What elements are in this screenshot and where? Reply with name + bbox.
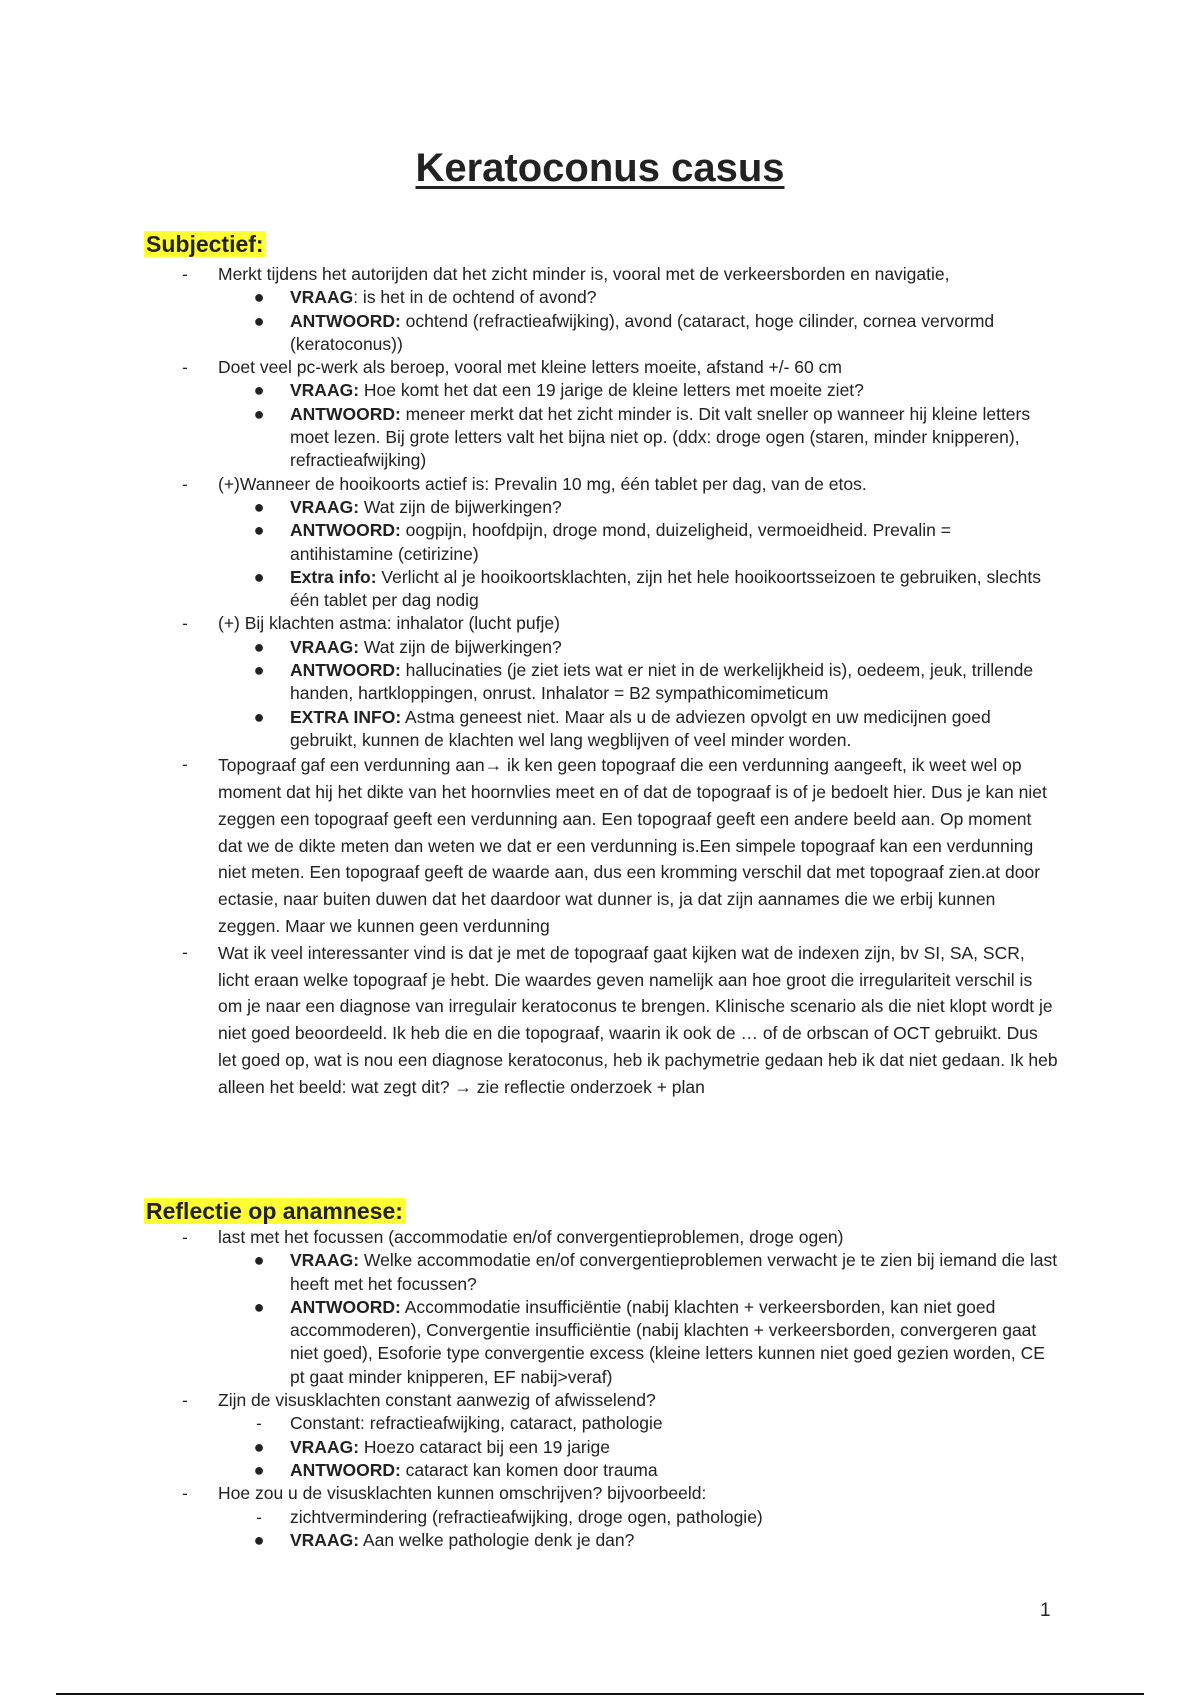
item-text: Aan welke pathologie denk je dan? xyxy=(359,1529,635,1550)
subjectief-list xyxy=(0,263,1200,1101)
item-text: Wat zijn de bijwerkingen? xyxy=(359,636,562,657)
item-text: : is het in de ochtend of avond? xyxy=(353,287,597,308)
bullet-marker: ● xyxy=(253,1296,265,1317)
bullet-marker: ● xyxy=(253,1250,265,1271)
footer-divider xyxy=(56,1693,1144,1695)
item-text: Welke accommodatie en/of convergentieproblemen verwacht je te zien bij iemand die last heeft met het focussen? xyxy=(290,1250,1058,1294)
dash-marker: - xyxy=(182,265,188,284)
list-item xyxy=(182,1389,1058,1412)
bullet-marker: ● xyxy=(253,403,265,424)
bullet-marker: ● xyxy=(253,566,265,587)
bullet-marker: ● xyxy=(253,1436,265,1457)
dash-marker: - xyxy=(182,942,188,962)
dash-marker: - xyxy=(182,1228,188,1247)
item-text: Hoezo cataract bij een 19 jarige xyxy=(359,1436,611,1457)
item-text: Wat ik veel interessanter vind is dat je met de topograaf gaat kijken wat de indexen zijn, bv SI, SA, SCR, licht eraan welke topograaf je hebt. Die waardes geven namelijk aan hoe groot die irregulariteit verschil is om je naar een diagnose van irregulair keratoconus te brengen. Klinische scenario als die niet klopt wordt je niet goed beoordeeld. Ik heb die en die topograaf, waarin ik ook de … of de orbscan of OCT gebruikt. Dus let goed op, wat is nou een diagnose keratoconus, heb ik pachymetrie gedaan heb ik dat niet gedaan. Ik heb alleen het beeld: wat zegt dit? → zie reflectie onderzoek + plan xyxy=(218,942,1058,1097)
item-text: Verlicht al je hooikoortsklachten, zijn het hele hooikoortsseizoen te gebruiken, slechts één tablet per dag nodig xyxy=(290,566,1041,611)
item-text: Accommodatie insufficiëntie (nabij klachten + verkeersborden, kan niet goed accommoderen), Convergentie insufficiëntie (nabij klachten + verkeersborden, convergeren gaat niet goed), Esoforie type convergentie excess (kleine letters kunnen niet goed gezien worden, CE pt gaat minder knipperen, EF nabij>veraf) xyxy=(290,1296,1045,1387)
item-text: last met het focussen (accommodatie en/of convergentieproblemen, droge ogen) xyxy=(218,1227,844,1247)
list-item xyxy=(253,1459,1058,1482)
item-label: VRAAG: xyxy=(290,1529,360,1550)
list-item xyxy=(253,286,1058,309)
bullet-marker: ● xyxy=(253,310,265,331)
dash-marker: - xyxy=(182,1484,188,1504)
item-text: meneer merkt dat het zicht minder is. Dit valt sneller op wanneer hij kleine letters moet lezen. Bij grote letters valt het bijna niet op. (ddx: droge ogen (staren, minder knipperen), refractieafwijking) xyxy=(290,403,1031,471)
list-item xyxy=(253,310,1058,357)
item-label: VRAAG: xyxy=(290,380,360,401)
list-item xyxy=(182,1482,1058,1505)
section-heading-reflectie: Reflectie op anamnese: xyxy=(146,1198,403,1224)
list-item xyxy=(182,1226,1058,1249)
list-item xyxy=(253,496,1058,519)
bullet-marker: ● xyxy=(253,520,265,541)
list-item xyxy=(253,379,1058,402)
list-item xyxy=(182,612,1058,635)
item-label: VRAAG xyxy=(290,287,354,308)
item-label: ANTWOORD: xyxy=(290,403,401,424)
item-text: zichtvermindering (refractieafwijking, droge ogen, pathologie) xyxy=(290,1506,763,1527)
dash-marker: - xyxy=(256,1507,262,1527)
list-item xyxy=(253,1249,1058,1296)
item-label: ANTWOORD: xyxy=(290,310,401,331)
bullet-marker: ● xyxy=(253,287,265,308)
item-text: Astma geneest niet. Maar als u de adviezen opvolgt en uw medicijnen goed gebruikt, kunnen de klachten wel lang wegblijven of veel minder worden. xyxy=(290,706,991,750)
reflectie-list xyxy=(0,1226,1200,1552)
item-text: ochtend (refractieafwijking), avond (cataract, hoge cilinder, cornea vervormd (keratoconus)) xyxy=(290,310,995,354)
item-label: VRAAG: xyxy=(290,1250,360,1271)
item-text: Zijn de visusklachten constant aanwezig of afwisselend? xyxy=(218,1390,656,1411)
list-item xyxy=(253,1436,1058,1459)
list-item xyxy=(253,636,1058,659)
bullet-marker: ● xyxy=(253,496,265,517)
list-item xyxy=(253,1529,1058,1552)
item-text: oogpijn, hoofdpijn, droge mond, duizeligheid, vermoeidheid. Prevalin = antihistamine (cetirizine) xyxy=(290,520,951,564)
list-item xyxy=(182,752,1058,940)
item-text: Merkt tijdens het autorijden dat het zicht minder is, vooral met de verkeersborden en navigatie, xyxy=(218,264,950,284)
item-text: (+) Bij klachten astma: inhalator (lucht pufje) xyxy=(218,613,560,634)
dash-marker: - xyxy=(182,1391,188,1411)
item-label: VRAAG: xyxy=(290,1436,360,1457)
item-text: Doet veel pc-werk als beroep, vooral met kleine letters moeite, afstand +/- 60 cm xyxy=(218,357,842,378)
bullet-marker: ● xyxy=(253,1529,265,1550)
dash-marker: - xyxy=(182,614,188,634)
item-label: EXTRA INFO: xyxy=(290,706,402,727)
item-label: VRAAG: xyxy=(290,636,360,657)
item-text: (+)Wanneer de hooikoorts actief is: Prevalin 10 mg, één tablet per dag, van de etos. xyxy=(218,473,867,494)
section-heading-subjectief: Subjectief: xyxy=(146,231,264,257)
item-text: cataract kan komen door trauma xyxy=(400,1459,658,1480)
item-text: hallucinaties (je ziet iets wat er niet in de werkelijkheid is), oedeem, jeuk, trillende handen, hartkloppingen, onrust. Inhalator = B2 sympathicomimeticum xyxy=(290,660,1034,704)
item-text: Hoe komt het dat een 19 jarige de kleine letters met moeite ziet? xyxy=(359,380,864,401)
bullet-marker: ● xyxy=(253,380,265,401)
item-text: Topograaf gaf een verdunning aan→ ik ken geen topograaf die een verdunning aangeeft, ik weet wel op moment dat hij het dikte van het hoornvlies meet en of dat de topograaf is of je bedoelt hier. Dus je kan niet zeggen een topograaf geeft een verdunning aan. Een topograaf geeft een andere beeld aan. Op moment dat we de dikte meten dan weten we dat er een verdunning is.Een simpele topograaf kan een verdunning niet meten. Een topograaf geeft de waarde aan, dus een kromming verschil dat met topograaf zien.at door ectasie, naar buiten duwen dat het daardoor wat dunner is, ja dat zijn aannames die we erbij kunnen zeggen. Maar we kunnen geen verdunning xyxy=(218,755,1047,937)
list-item xyxy=(182,263,1058,286)
dash-marker: - xyxy=(182,358,188,378)
dash-marker: - xyxy=(182,755,188,775)
bullet-marker: ● xyxy=(253,660,265,681)
list-item xyxy=(253,519,1058,566)
list-item xyxy=(253,403,1058,473)
page-number: 1 xyxy=(1040,1600,1051,1621)
list-item xyxy=(182,940,1058,1101)
list-item xyxy=(256,1412,1058,1435)
item-label: Extra info: xyxy=(290,566,377,587)
dash-marker: - xyxy=(182,474,188,494)
item-label: VRAAG: xyxy=(290,496,360,517)
item-label: ANTWOORD: xyxy=(290,1296,401,1317)
dash-marker: - xyxy=(256,1414,262,1434)
list-item xyxy=(253,659,1058,706)
item-label: ANTWOORD: xyxy=(290,520,401,541)
list-item xyxy=(253,1296,1058,1389)
bullet-marker: ● xyxy=(253,706,265,727)
list-item xyxy=(182,473,1058,496)
item-text: Wat zijn de bijwerkingen? xyxy=(359,496,562,517)
item-text: Constant: refractieafwijking, cataract, pathologie xyxy=(290,1413,663,1434)
list-item xyxy=(256,1506,1058,1529)
list-item xyxy=(253,566,1058,613)
page-title: Keratoconus casus xyxy=(415,146,785,190)
item-label: ANTWOORD: xyxy=(290,1459,401,1480)
bullet-marker: ● xyxy=(253,1459,265,1480)
bullet-marker: ● xyxy=(253,636,265,657)
item-label: ANTWOORD: xyxy=(290,660,401,681)
list-item xyxy=(253,706,1058,753)
item-text: Hoe zou u de visusklachten kunnen omschrijven? bijvoorbeeld: xyxy=(218,1483,707,1504)
list-item xyxy=(182,356,1058,379)
